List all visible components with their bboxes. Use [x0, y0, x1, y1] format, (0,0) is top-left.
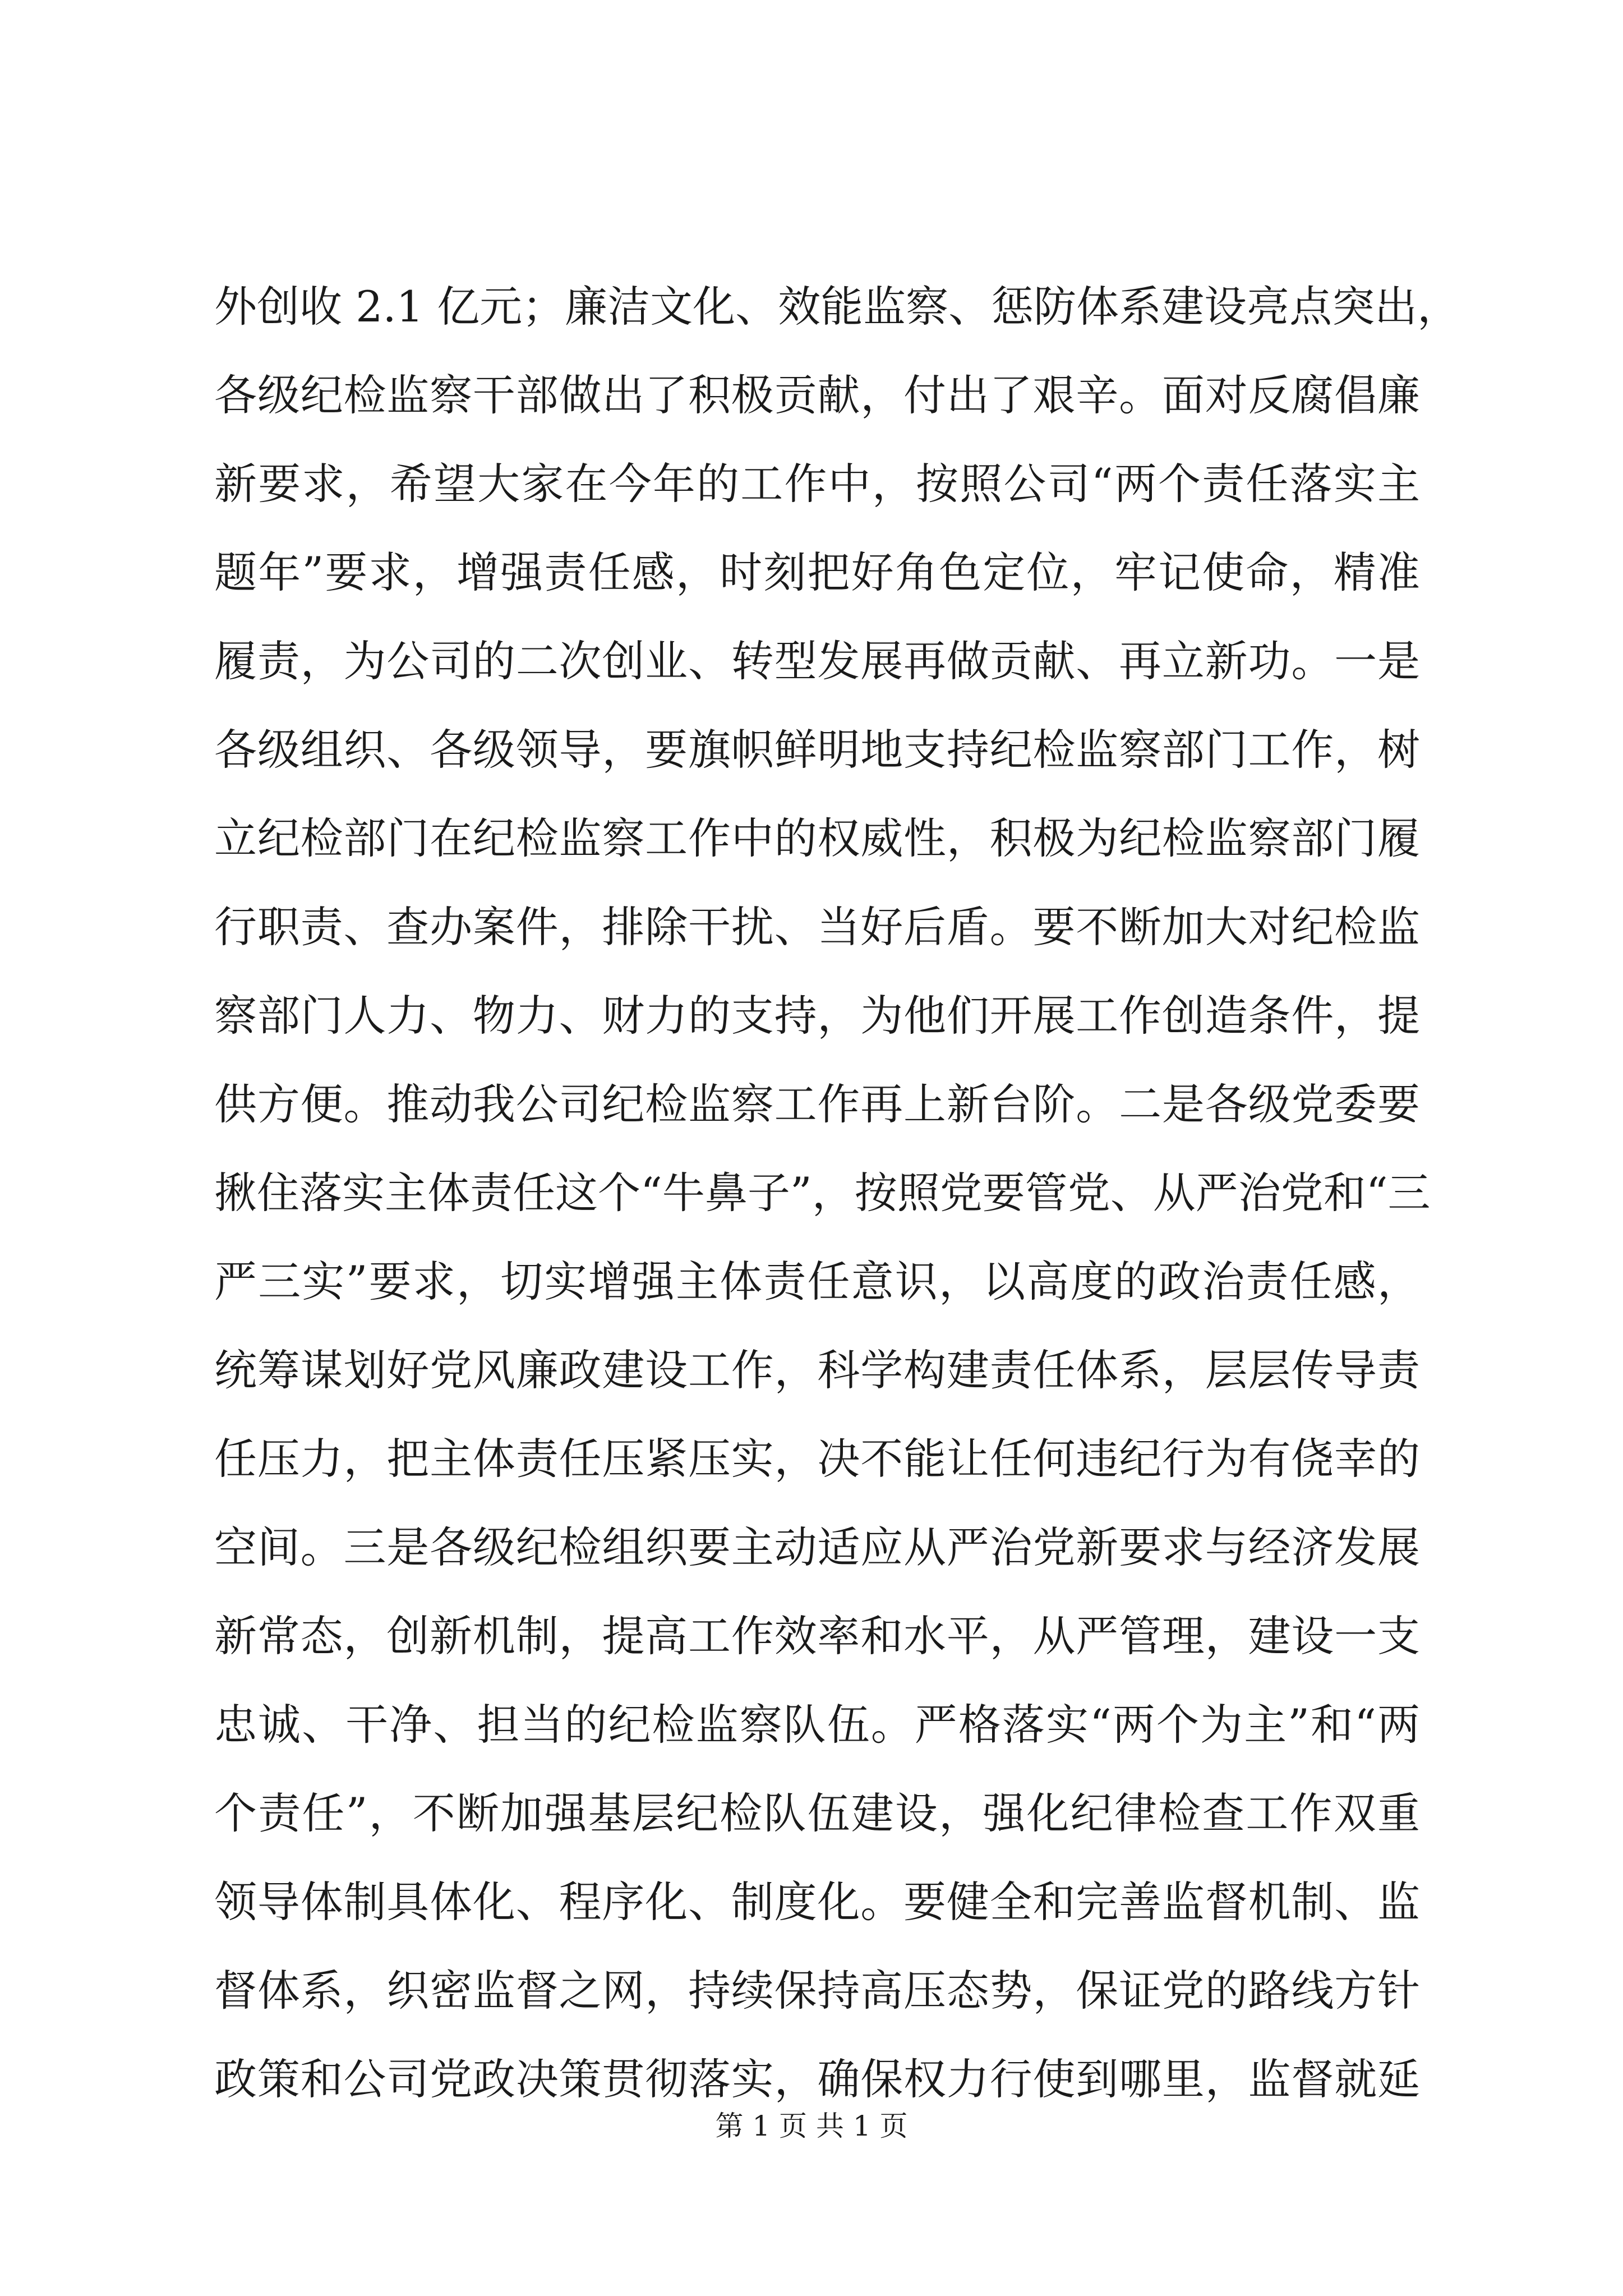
text-line-13: 统筹谋划好党风廉政建设工作，科学构建责任体系，层层传导责	[214, 1345, 1420, 1395]
text-line-9: 察部门人力、物力、财力的支持，为他们开展工作创造条件，提	[214, 991, 1420, 1041]
text-line-12: 严三实”要求，切实增强主体责任意识，以高度的政治责任感，	[214, 1257, 1420, 1306]
text-line-1: 外创收 2.1 亿元；廉洁文化、效能监察、惩防体系建设亮点突出，	[214, 282, 1460, 332]
text-line-21: 政策和公司党政决策贯彻落实，确保权力行使到哪里，监督就延	[214, 2054, 1420, 2104]
text-line-10: 供方便。推动我公司纪检监察工作再上新台阶。二是各级党委要	[214, 1079, 1420, 1129]
text-line-17: 忠诚、干净、担当的纪检监察队伍。严格落实“两个为主”和“两	[214, 1700, 1420, 1750]
text-line-19: 领导体制具体化、程序化、制度化。要健全和完善监督机制、监	[214, 1877, 1420, 1927]
text-line-5: 履责，为公司的二次创业、转型发展再做贡献、再立新功。一是	[214, 636, 1420, 686]
text-line-15: 空间。三是各级纪检组织要主动适应从严治党新要求与经济发展	[214, 1522, 1420, 1572]
text-line-14: 任压力，把主体责任压紧压实，决不能让任何违纪行为有侥幸的	[214, 1434, 1420, 1484]
text-line-11: 揪住落实主体责任这个“牛鼻子”，按照党要管党、从严治党和“三	[214, 1168, 1431, 1218]
body-paragraph	[214, 263, 1460, 2124]
page-footer	[0, 2109, 1623, 2143]
text-line-4: 题年”要求，增强责任感，时刻把好角色定位，牢记使命，精准	[214, 547, 1420, 597]
text-line-8: 行职责、查办案件，排除干扰、当好后盾。要不断加大对纪检监	[214, 902, 1420, 952]
text-line-7: 立纪检部门在纪检监察工作中的权威性，积极为纪检监察部门履	[214, 813, 1420, 863]
text-line-20: 督体系，织密监督之网，持续保持高压态势，保证党的路线方针	[214, 1966, 1420, 2016]
text-line-16: 新常态，创新机制，提高工作效率和水平，从严管理，建设一支	[214, 1611, 1420, 1661]
text-line-18: 个责任”，不断加强基层纪检队伍建设，强化纪律检查工作双重	[214, 1788, 1420, 1838]
text-line-2: 各级纪检监察干部做出了积极贡献，付出了艰辛。面对反腐倡廉	[214, 370, 1420, 420]
page-number-label: 第 1 页 共 1 页	[715, 2110, 908, 2142]
text-line-6: 各级组织、各级领导，要旗帜鲜明地支持纪检监察部门工作，树	[214, 725, 1420, 775]
text-line-3: 新要求，希望大家在今年的工作中，按照公司“两个责任落实主	[214, 459, 1420, 509]
